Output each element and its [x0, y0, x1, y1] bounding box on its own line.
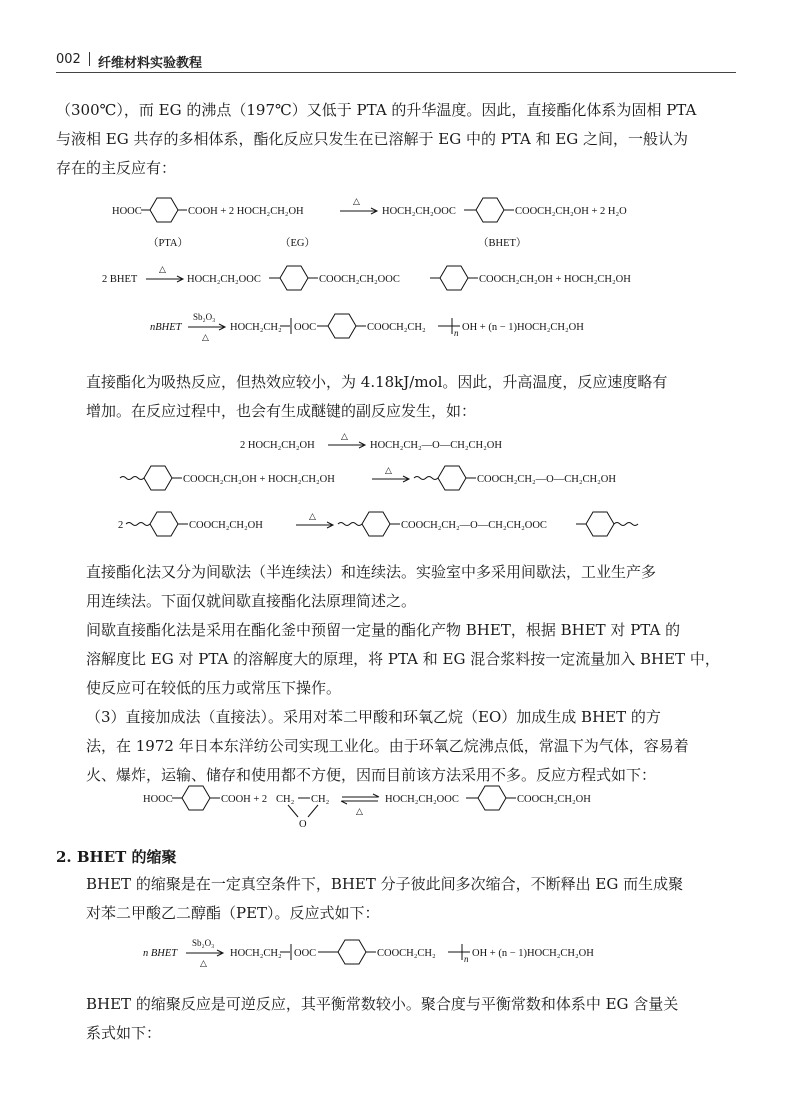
- pta-right: COOH + 2: [221, 794, 268, 805]
- dimer-mid: COOCH₂CH₂OOC: [319, 274, 400, 285]
- eg-dimer-reactant: 2 HOCH₂CH₂OH: [240, 440, 315, 451]
- scheme-1-svg: [0, 190, 790, 350]
- text-line: 存在的主反应有：: [56, 159, 177, 177]
- benzene-ring: [586, 512, 614, 536]
- paragraph-2: [56, 368, 746, 426]
- reactant-cooh-eg: COOH + 2 HOCH₂CH₂OH: [188, 206, 304, 217]
- text-line: （3）直接加成法（直接法）。采用对苯二甲酸和环氧乙烷（EO）加成生成 BHET 的方: [86, 708, 661, 726]
- dimer-right: COOCH₂CH₂OH + HOCH₂CH₂OH: [479, 274, 631, 285]
- polymer-chain-wavy: [614, 523, 638, 526]
- text-line: 用连续法。下面仅就间歇直接酯化法原理简述之。: [86, 592, 417, 610]
- book-title: 纤维材料实验教程: [98, 56, 203, 71]
- product-bhet-left: HOCH₂CH₂OOC: [382, 206, 456, 217]
- bhet-left: HOCH₂CH₂OOC: [385, 794, 459, 805]
- benzene-ring: [362, 512, 390, 536]
- text-line: BHET 的缩聚反应是可逆反应，其平衡常数较小。聚合度与平衡常数和体系中 EG 含量关: [86, 995, 679, 1013]
- text-line: 间歇直接酯化法是采用在酯化釜中预留一定量的酯化产物 BHET，根据 BHET 对 PTA 的: [86, 621, 681, 639]
- scheme-3-svg: [0, 784, 790, 830]
- polymer-chain-wavy: [120, 477, 144, 480]
- benzene-ring: [150, 512, 178, 536]
- benzene-ring: [144, 466, 172, 490]
- deg-product: HOCH₂CH₂—O—CH₂CH₂OH: [370, 440, 502, 451]
- degree-n: n: [454, 328, 459, 338]
- paragraph-4: [56, 616, 746, 703]
- paragraph-1: [56, 96, 746, 183]
- text-line: 系式如下：: [86, 1024, 162, 1042]
- polymer-chain-wavy: [338, 523, 362, 526]
- reactant-nbhet: nBHET: [150, 322, 182, 333]
- scheme-2-svg: [0, 430, 790, 542]
- condition-heat: △: [353, 196, 360, 206]
- benzene-ring: [438, 466, 466, 490]
- bond: [288, 805, 298, 817]
- benzene-ring: [280, 266, 308, 290]
- pta-left: HOOC: [143, 794, 173, 805]
- paragraph-6: [56, 870, 746, 928]
- label-bhet: （BHET）: [478, 238, 527, 249]
- polymer-chain-wavy: [414, 477, 438, 480]
- ether-dimer-reactant: COOCH₂CH₂OH: [189, 520, 263, 531]
- text-line: 增加。在反应过程中，也会有生成醚键的副反应发生，如：: [86, 402, 477, 420]
- header-rule: [56, 72, 736, 73]
- polymer-endgroup: HOCH₂CH₂: [230, 322, 282, 333]
- eo-oxygen: O: [299, 819, 307, 830]
- header-separator: [89, 52, 90, 66]
- product-bhet-right: COOCH₂CH₂OH + 2 H₂O: [515, 206, 627, 217]
- benzene-ring: [338, 940, 366, 964]
- polymer-byproduct: OH + (n − 1)HOCH₂CH₂OH: [472, 948, 594, 959]
- polymer-endgroup: HOCH₂CH₂: [230, 948, 282, 959]
- text-line: 与液相 EG 共存的多相体系，酯化反应只发生在已溶解于 EG 中的 PTA 和 EG 之间，一般认为: [56, 130, 689, 148]
- condition-heat: △: [385, 465, 392, 475]
- polymer-ooc: OOC: [294, 322, 317, 333]
- text-line: 使反应可在较低的压力或常压下操作。: [86, 679, 342, 697]
- text-line: 溶解度比 EG 对 PTA 的溶解度大的原理，将 PTA 和 EG 混合浆料按一定流量加入 BHET 中，: [86, 650, 720, 668]
- reactant-2bhet: 2 BHET: [102, 274, 138, 285]
- ether-reactant: COOCH₂CH₂OH + HOCH₂CH₂OH: [183, 474, 335, 485]
- bond: [308, 805, 318, 817]
- benzene-ring: [182, 786, 210, 810]
- benzene-ring: [440, 266, 468, 290]
- paragraph-7: [56, 990, 746, 1048]
- reaction-scheme-addition: [0, 784, 790, 830]
- benzene-ring: [476, 198, 504, 222]
- label-eg: （EG）: [280, 238, 315, 249]
- text-line: BHET 的缩聚是在一定真空条件下，BHET 分子彼此间多次缩合，不断释出 EG 而生成聚: [86, 875, 684, 893]
- catalyst-sb2o3: Sb₂O₃: [192, 938, 215, 948]
- text-line: 法，在 1972 年日本东洋纺公司实现工业化。由于环氧乙烷沸点低，常温下为气体，容易着: [86, 737, 689, 755]
- condition-heat: △: [159, 264, 166, 274]
- polymer-repeat: COOCH₂CH₂: [367, 322, 426, 333]
- reaction-scheme-ether: [0, 430, 790, 542]
- label-pta: （PTA）: [148, 238, 188, 249]
- eo-carbon-1: CH₂: [276, 794, 295, 805]
- text-line: 对苯二甲酸乙二醇酯（PET）。反应式如下：: [86, 904, 380, 922]
- condition-heat: △: [341, 431, 348, 441]
- reaction-scheme-esterification: [0, 190, 790, 350]
- condition-heat: △: [202, 332, 209, 342]
- dimer-left: HOCH₂CH₂OOC: [187, 274, 261, 285]
- benzene-ring: [478, 786, 506, 810]
- polymer-byproduct: OH + (n − 1)HOCH₂CH₂OH: [462, 322, 584, 333]
- eo-carbon-2: CH₂: [311, 794, 330, 805]
- text-line: 直接酯化为吸热反应，但热效应较小，为 4.18kJ/mol。因此，升高温度，反应速度略有: [86, 373, 668, 391]
- page-number: 002: [56, 52, 81, 67]
- catalyst-sb2o3: Sb₂O₃: [193, 312, 216, 322]
- ether-product: COOCH₂CH₂—O—CH₂CH₂OH: [477, 474, 616, 485]
- condition-heat: △: [356, 806, 363, 816]
- polymer-repeat: COOCH₂CH₂: [377, 948, 436, 959]
- text-line: 火、爆炸，运输、储存和使用都不方便，因而目前该方法采用不多。反应方程式如下：: [86, 766, 657, 784]
- ether-dimer-product: COOCH₂CH₂—O—CH₂CH₂OOC: [401, 520, 547, 531]
- section-heading: 2. BHET 的缩聚: [56, 848, 177, 866]
- polymer-chain-wavy: [126, 523, 150, 526]
- bhet-right: COOCH₂CH₂OH: [517, 794, 591, 805]
- text-line: （300℃），而 EG 的沸点（197℃）又低于 PTA 的升华温度。因此，直接酯化体系为固相 PTA: [56, 101, 697, 119]
- reactant-hooc: HOOC: [112, 206, 142, 217]
- paragraph-5: [56, 703, 746, 790]
- scheme-4-svg: [0, 934, 790, 976]
- polymer-ooc: OOC: [294, 948, 317, 959]
- condition-heat: △: [309, 511, 316, 521]
- text-line: 直接酯化法又分为间歇法（半连续法）和连续法。实验室中多采用间歇法，工业生产多: [86, 563, 657, 581]
- benzene-ring: [328, 314, 356, 338]
- page-header: [56, 48, 736, 72]
- reactant-nbhet: n BHET: [143, 948, 178, 959]
- coefficient-2: 2: [118, 520, 124, 531]
- benzene-ring: [150, 198, 178, 222]
- degree-n: n: [464, 954, 469, 964]
- paragraph-3: [56, 558, 746, 616]
- condition-heat: △: [200, 958, 207, 968]
- reaction-scheme-polycondensation: [0, 934, 790, 976]
